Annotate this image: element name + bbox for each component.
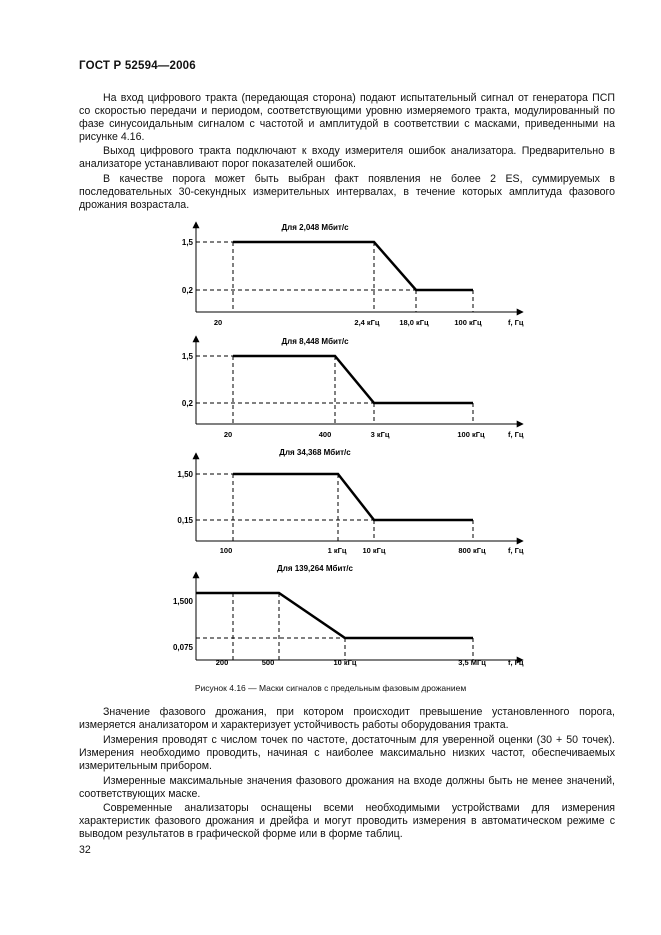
mask-chart-2048 xyxy=(182,222,524,327)
figure-caption: Рисунок 4.16 — Маски сигналов с предельным фазовым дрожанием xyxy=(194,683,467,693)
chart-title: Для 34,368 Мбит/с xyxy=(279,448,351,457)
y-tick-label: 0,075 xyxy=(172,643,193,652)
y-tick-label: 1,5 xyxy=(181,352,193,361)
x-axis-label: f, Гц xyxy=(508,430,524,439)
x-tick-label: 800 кГц xyxy=(458,546,486,555)
x-axis-label: f, Гц xyxy=(508,546,524,555)
x-tick-label: 100 кГц xyxy=(454,318,482,327)
mask-chart-139264 xyxy=(173,564,524,667)
mask-chart-34368 xyxy=(177,448,523,555)
x-axis-label: f, Гц xyxy=(508,658,524,667)
mask-line xyxy=(196,593,473,638)
y-tick-label: 1,500 xyxy=(172,597,193,606)
chart-title: Для 8,448 Мбит/с xyxy=(281,337,349,346)
chart-title: Для 139,264 Мбит/с xyxy=(277,564,353,573)
x-tick-label: 20 xyxy=(223,430,233,439)
y-tick-label: 1,50 xyxy=(177,470,193,479)
x-tick-label: 500 xyxy=(261,658,275,667)
mask-line xyxy=(233,242,473,290)
mask-line xyxy=(233,474,473,520)
x-tick-label: 3,5 МГц xyxy=(458,658,486,667)
x-tick-label: 1 кГц xyxy=(327,546,347,555)
y-tick-label: 0,2 xyxy=(181,399,193,408)
document-header: ГОСТ Р 52594—2006 xyxy=(79,60,196,72)
paragraph: Современные анализаторы оснащены всеми необходимыми устройствами для измерения характеристик фазового дрожания и дрейфа и могут проводить измерения в автоматическом режиме с выводом результатов в графической форме или в форме таблиц. xyxy=(79,802,615,840)
x-axis-label: f, Гц xyxy=(508,318,524,327)
x-tick-label: 10 кГц xyxy=(333,658,357,667)
y-tick-label: 1,5 xyxy=(181,238,193,247)
paragraph: Выход цифрового тракта подключают к входу измерителя ошибок анализатора. Предварительно в анализаторе устанавливают порог показателей ошибок. xyxy=(79,145,615,170)
x-tick-label: 400 xyxy=(318,430,332,439)
chart-title: Для 2,048 Мбит/с xyxy=(281,223,349,232)
paragraph: На вход цифрового тракта (передающая сторона) подают испытательный сигнал от генератора ПСП со скоростью передачи и периодом, соответствующими уровню измеряемого тракта, модулированный по фазе синусоидальным сигналом с частотой и амплитудой в соответствии с масками, приведенными на рисунке 4.16. xyxy=(79,92,615,143)
mask-chart-8448 xyxy=(182,336,524,439)
paragraph: В качестве порога может быть выбран факт появления не более 2 ES, суммируемых в последовательных 30-секундных измерительных интервалах, в течение которых амплитуда фазового дрожания возрастала. xyxy=(79,173,615,211)
y-tick-label: 0,15 xyxy=(177,516,193,525)
page-number: 32 xyxy=(79,844,91,856)
x-tick-label: 100 кГц xyxy=(457,430,485,439)
x-tick-label: 3 кГц xyxy=(370,430,390,439)
y-tick-label: 0,2 xyxy=(181,286,193,295)
x-tick-label: 200 xyxy=(215,658,229,667)
paragraph: Измерения проводят с числом точек по частоте, достаточным для уверенной оценки (30 + 50 точек). Измерения необходимо проводить, начиная с наиболее максимально низких частот, обеспечиваемых измерительным прибором. xyxy=(79,734,615,772)
x-tick-label: 10 кГц xyxy=(362,546,386,555)
x-tick-label: 18,0 кГц xyxy=(399,318,429,327)
paragraph: Значение фазового дрожания, при котором происходит превышение установленного порога, измеряется анализатором и характеризует устойчивость работы оборудования тракта. xyxy=(79,706,615,731)
mask-line xyxy=(233,356,473,403)
x-tick-label: 20 xyxy=(213,318,223,327)
x-tick-label: 100 xyxy=(219,546,233,555)
x-tick-label: 2,4 кГц xyxy=(354,318,380,327)
paragraph: Измеренные максимальные значения фазового дрожания на входе должны быть не менее значений, соответствующих маске. xyxy=(79,775,615,800)
